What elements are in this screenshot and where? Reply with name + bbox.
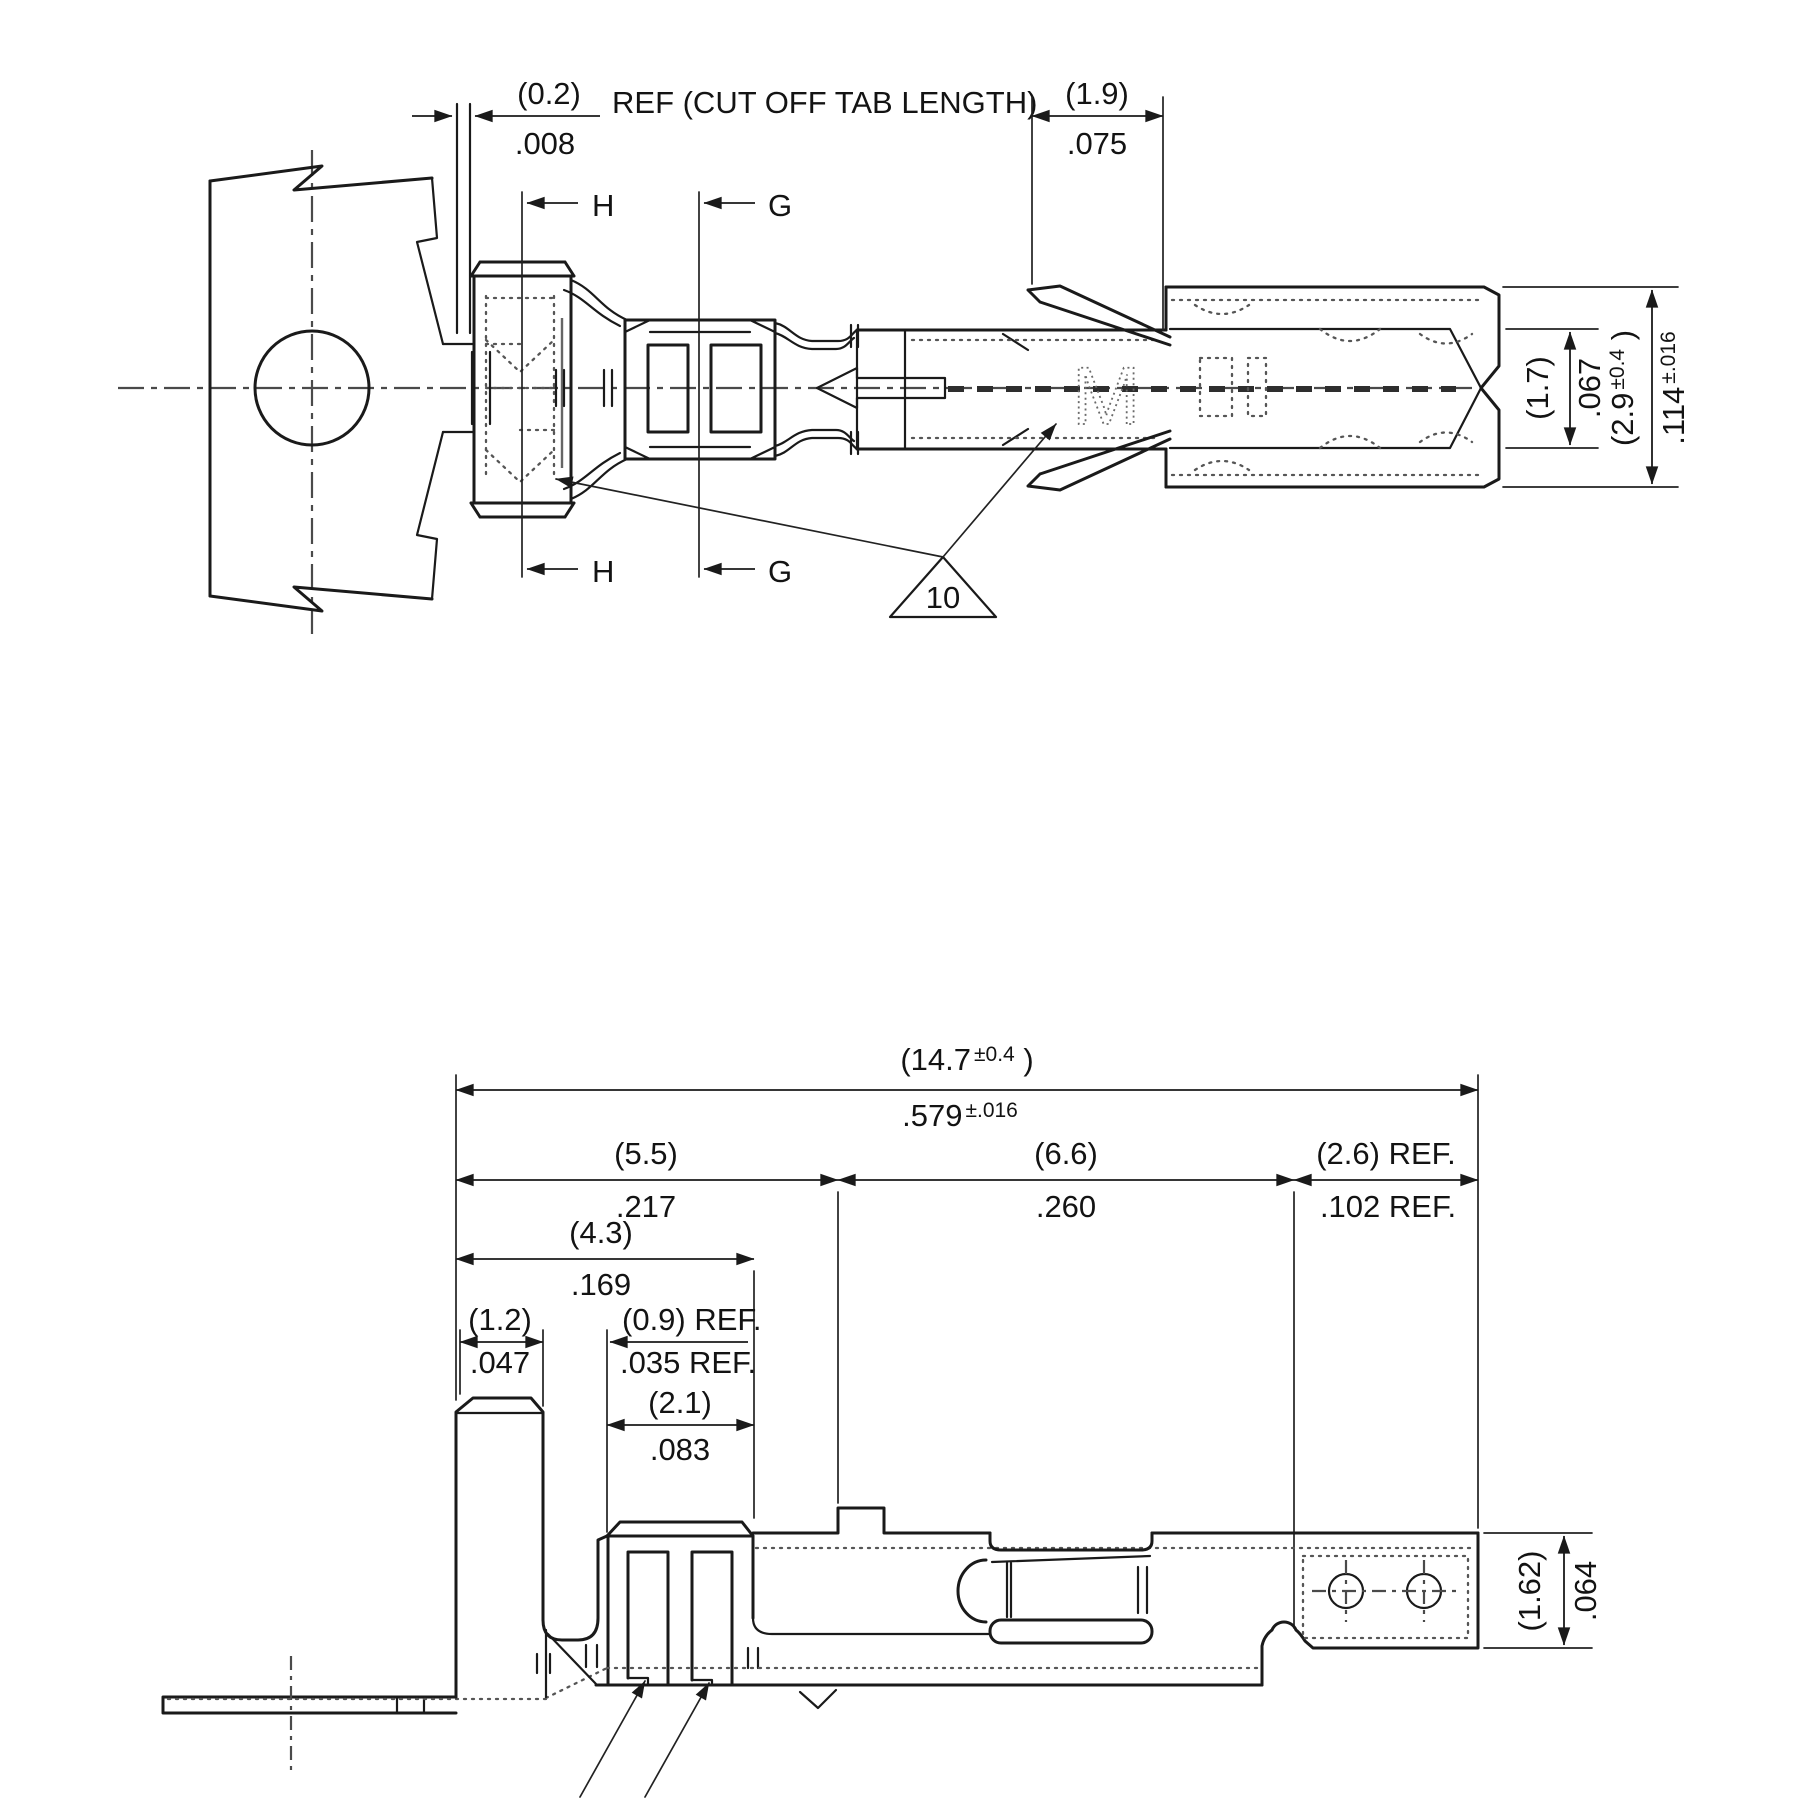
dim-rear-section-mm: (4.3) xyxy=(569,1215,633,1250)
dim-body-mm-tol: ±0.4 xyxy=(1606,348,1629,390)
ext-row2 xyxy=(838,1192,1294,1628)
lance-top xyxy=(1028,286,1170,345)
rear-body-verticals xyxy=(857,330,905,449)
blade-dotted-outline xyxy=(1303,1556,1468,1638)
dim-lance-inch: .075 xyxy=(1066,126,1128,161)
transition-top xyxy=(775,323,857,349)
mid-profile xyxy=(753,1508,1478,1533)
cutoff-tab-side xyxy=(456,1398,607,1697)
cutoff-note: REF (CUT OFF TAB LENGTH) xyxy=(612,85,1038,120)
flag-leader-left xyxy=(556,479,943,557)
dim-overall-inch xyxy=(902,1098,1018,1133)
stamp-letter: M xyxy=(1072,351,1141,442)
cutoff-tab-lines xyxy=(457,104,470,333)
curl-seam-ticks xyxy=(1007,1563,1011,1617)
carrier-bar-dotted xyxy=(168,1668,607,1699)
dim-blade-section-mm: (2.6) REF. xyxy=(1316,1136,1456,1171)
dim-body-inch xyxy=(1656,331,1691,444)
bottom-view xyxy=(163,1042,1603,1797)
dim-tip-inch: .067 xyxy=(1572,357,1607,419)
dim-lance-mm: (1.9) xyxy=(1065,76,1129,111)
section-h-label-top: H xyxy=(592,188,615,223)
insulation-crimp-box xyxy=(625,320,858,459)
dim-body-in-tol: ±.016 xyxy=(1657,331,1680,384)
top-beam-inner xyxy=(992,1556,1150,1562)
dim-overall-in-val: .579 xyxy=(902,1098,963,1133)
dim-body-mm-close: ) xyxy=(1605,329,1640,349)
dim-overall-in-tol: ±.016 xyxy=(965,1099,1018,1122)
transition-bottom xyxy=(775,430,857,456)
dim-body-mm xyxy=(1605,330,1640,446)
dim-overall-mm-val: (14.7 xyxy=(900,1042,972,1077)
serration-leader-2 xyxy=(645,1683,709,1797)
flag-number: 10 xyxy=(925,580,961,615)
dim-overall-mm-close: ) xyxy=(1014,1042,1034,1077)
crimp-web-fillet xyxy=(753,1618,990,1634)
dimple-centerlines xyxy=(1312,1560,1462,1622)
bend-check-mark xyxy=(800,1690,836,1708)
dim-tab-inch: .008 xyxy=(514,126,576,161)
beam-ticks xyxy=(1138,1567,1147,1613)
contact-spring-side xyxy=(958,1533,1152,1643)
note-flag xyxy=(556,424,1056,617)
dim-tip-mm: (1.7) xyxy=(1520,356,1555,420)
carrier-neck-top xyxy=(417,178,443,344)
dim-crimp-section-mm: (5.5) xyxy=(614,1136,678,1171)
cutoff-post-outline xyxy=(456,1398,543,1697)
dim-contact-section-inch: .260 xyxy=(1035,1189,1097,1224)
dim-slot-gap-inch: .035 REF. xyxy=(620,1345,757,1380)
barrel-serration-grid xyxy=(486,296,554,480)
dim-contact-section-mm: (6.6) xyxy=(1034,1136,1098,1171)
section-g-label-bottom: G xyxy=(768,554,793,589)
dim-overall-mm-tol: ±0.4 xyxy=(974,1043,1015,1066)
dim-tab-width-mm: (1.2) xyxy=(468,1302,532,1337)
crimp-wings xyxy=(628,1552,732,1684)
section-g-label-top: G xyxy=(768,188,793,223)
barrel-flare-top xyxy=(564,280,627,326)
serration-leaders xyxy=(580,1681,709,1797)
dim-blade-section-inch: .102 REF. xyxy=(1319,1189,1457,1224)
dim-overall-mm xyxy=(900,1042,1033,1077)
dim-slot-gap-mm: (0.9) REF. xyxy=(622,1302,762,1337)
u-slot xyxy=(543,1536,607,1640)
dim-body-in-val: .114 xyxy=(1656,386,1691,445)
dim-crimp-width-mm: (2.1) xyxy=(648,1385,712,1420)
c-curl xyxy=(958,1560,986,1622)
dim-tab-mm: (0.2) xyxy=(517,76,581,111)
dim-crimp-width-inch: .083 xyxy=(649,1432,711,1467)
flag-leader-right xyxy=(943,424,1056,557)
carrier-tab-bar xyxy=(163,1656,607,1772)
dim-blade-height-mm: (1.62) xyxy=(1512,1550,1547,1632)
dim-crimp-section-inch: .217 xyxy=(615,1189,677,1224)
insulation-step xyxy=(753,1508,990,1533)
barrel-serration-chevrons xyxy=(486,340,554,482)
cutoff-tab xyxy=(457,104,470,333)
carrier-strip xyxy=(210,166,474,611)
dim-rear-section-inch: .169 xyxy=(570,1267,632,1302)
carrier-bottom-break xyxy=(210,587,432,611)
dim-blade-height-inch: .064 xyxy=(1568,1560,1603,1622)
section-h-label-bottom: H xyxy=(592,554,615,589)
crimp-cap xyxy=(607,1522,753,1536)
wire-crimp-barrel xyxy=(471,262,627,517)
bottom-beam xyxy=(990,1620,1152,1643)
carrier-neck-bottom xyxy=(417,432,443,599)
top-view xyxy=(118,76,1691,634)
dim-tab-width-inch: .047 xyxy=(469,1345,531,1380)
serration-leader-1 xyxy=(580,1681,645,1797)
crimp-wing-feet xyxy=(628,1678,712,1684)
dim-body-mm-val: (2.9 xyxy=(1605,392,1640,447)
carrier-top-break xyxy=(210,166,432,190)
